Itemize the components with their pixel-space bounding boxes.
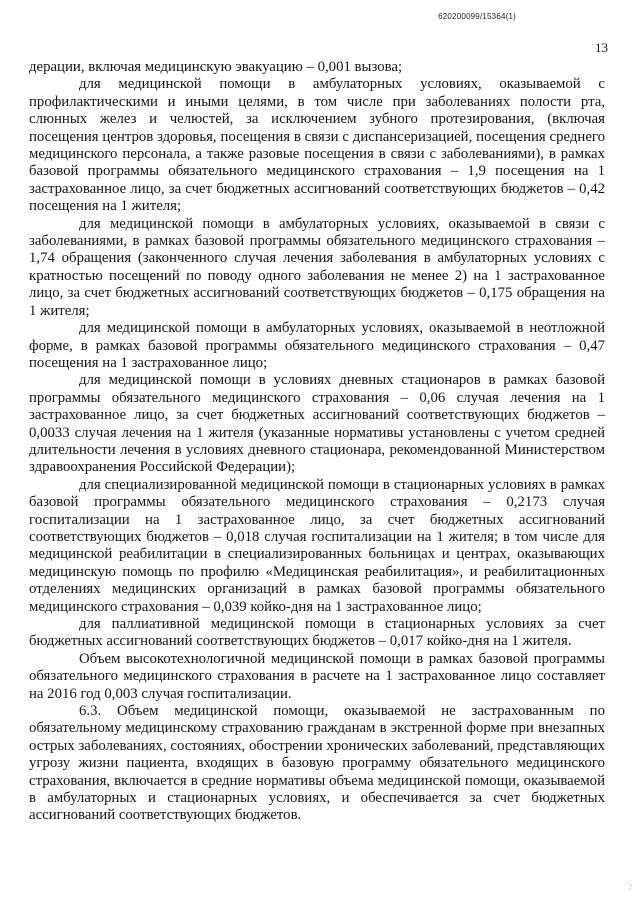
paragraph-section-6-3: 6.3. Объем медицинской помощи, оказываемой не застрахованным по обязательному медицинскому страхованию гражданам в экстренной форме при внезапных острых заболеваниях, состояниях, обострении хронических заболеваний, представляющих угрозу жизни пациента, входящих в базовую программу обязательного медицинского страхования, включается в средние нормативы объема медицинской помощи, оказываемой в амбулаторных и стационарных условиях, и обеспечивается за счет бюджетных ассигнований соответствующих бюджетов.: [29, 703, 605, 824]
document-id: 620200099/15364(1): [438, 12, 516, 21]
paragraph-palliative: для паллиативной медицинской помощи в стационарных условиях за счет бюджетных ассигнований соответствующих бюджетов – 0,017 койко-дня на 1 жителя.: [29, 616, 605, 650]
paragraph-high-tech: Объем высокотехнологичной медицинской помощи в рамках базовой программы обязательного медицинского страхования в расчете на 1 застрахованное лицо составляет на 2016 год 0,003 случая госпитализации.: [29, 650, 605, 702]
paragraph-day-hospital: для медицинской помощи в условиях дневных стационаров в рамках базовой программы обязательного медицинского страхования – 0,06 случая лечения на 1 застрахованное лицо, за счет бюджетных ассигнований соответствующих бюджетов – 0,0033 случая лечения на 1 жителя (указанные нормативы установлены с учетом средней длительности лечения в условиях дневного стационара, рекомендованной Министерством здравоохранения Российской Федерации);: [29, 372, 605, 476]
document-body: [29, 59, 605, 825]
scan-mark-icon: .·: [624, 880, 635, 892]
paragraph-outpatient-urgent: для медицинской помощи в амбулаторных условиях, оказываемой в неотложной форме, в рамках базовой программы обязательного медицинского страхования – 0,47 посещения на 1 застрахованное лицо;: [29, 320, 605, 371]
paragraph-outpatient-disease: для медицинской помощи в амбулаторных условиях, оказываемой в связи с заболеваниями, в рамках базовой программы обязательного медицинского страхования – 1,74 обращения (законченного случая лечения заболевания в амбулаторных условиях с кратностью посещений по поводу одного заболевания не менее 2) на 1 застрахованное лицо, за счет бюджетных ассигнований соответствующих бюджетов – 0,175 обращения на 1 жителя;: [29, 215, 605, 319]
paragraph-inpatient-specialized: для специализированной медицинской помощи в стационарных условиях в рамках базовой программы обязательного медицинского страхования – 0,2173 случая госпитализации на 1 застрахованное лицо, за счет бюджетных ассигнований соответствующих бюджетов – 0,018 случая госпитализации на 1 жителя; в том числе для медицинской реабилитации в специализированных больницах и центрах, оказывающих медицинскую помощь по профилю «Медицинская реабилитация», и реабилитационных отделениях медицинских организаций в рамках базовой программы обязательного медицинского страхования – 0,039 койко-дня на 1 застрахованное лицо;: [29, 476, 605, 615]
paragraph-continuation: дерации, включая медицинскую эвакуацию – 0,001 вызова;: [29, 59, 403, 75]
page-number: 13: [595, 40, 608, 55]
paragraph-outpatient-preventive: для медицинской помощи в амбулаторных условиях, оказываемой с профилактическими и иными целями, в том числе при заболеваниях полости рта, слюнных желез и челюстей, за исключением зубного протезирования, (включая посещения центров здоровья, посещения в связи с диспансеризацией, посещения среднего медицинского персонала, а также разовые посещения в связи с заболеваниями), в рамках базовой программы обязательного медицинского страхования – 1,9 посещения на 1 застрахованное лицо, за счет бюджетных ассигнований соответствующих бюджетов – 0,42 посещения на 1 жителя;: [29, 76, 605, 215]
